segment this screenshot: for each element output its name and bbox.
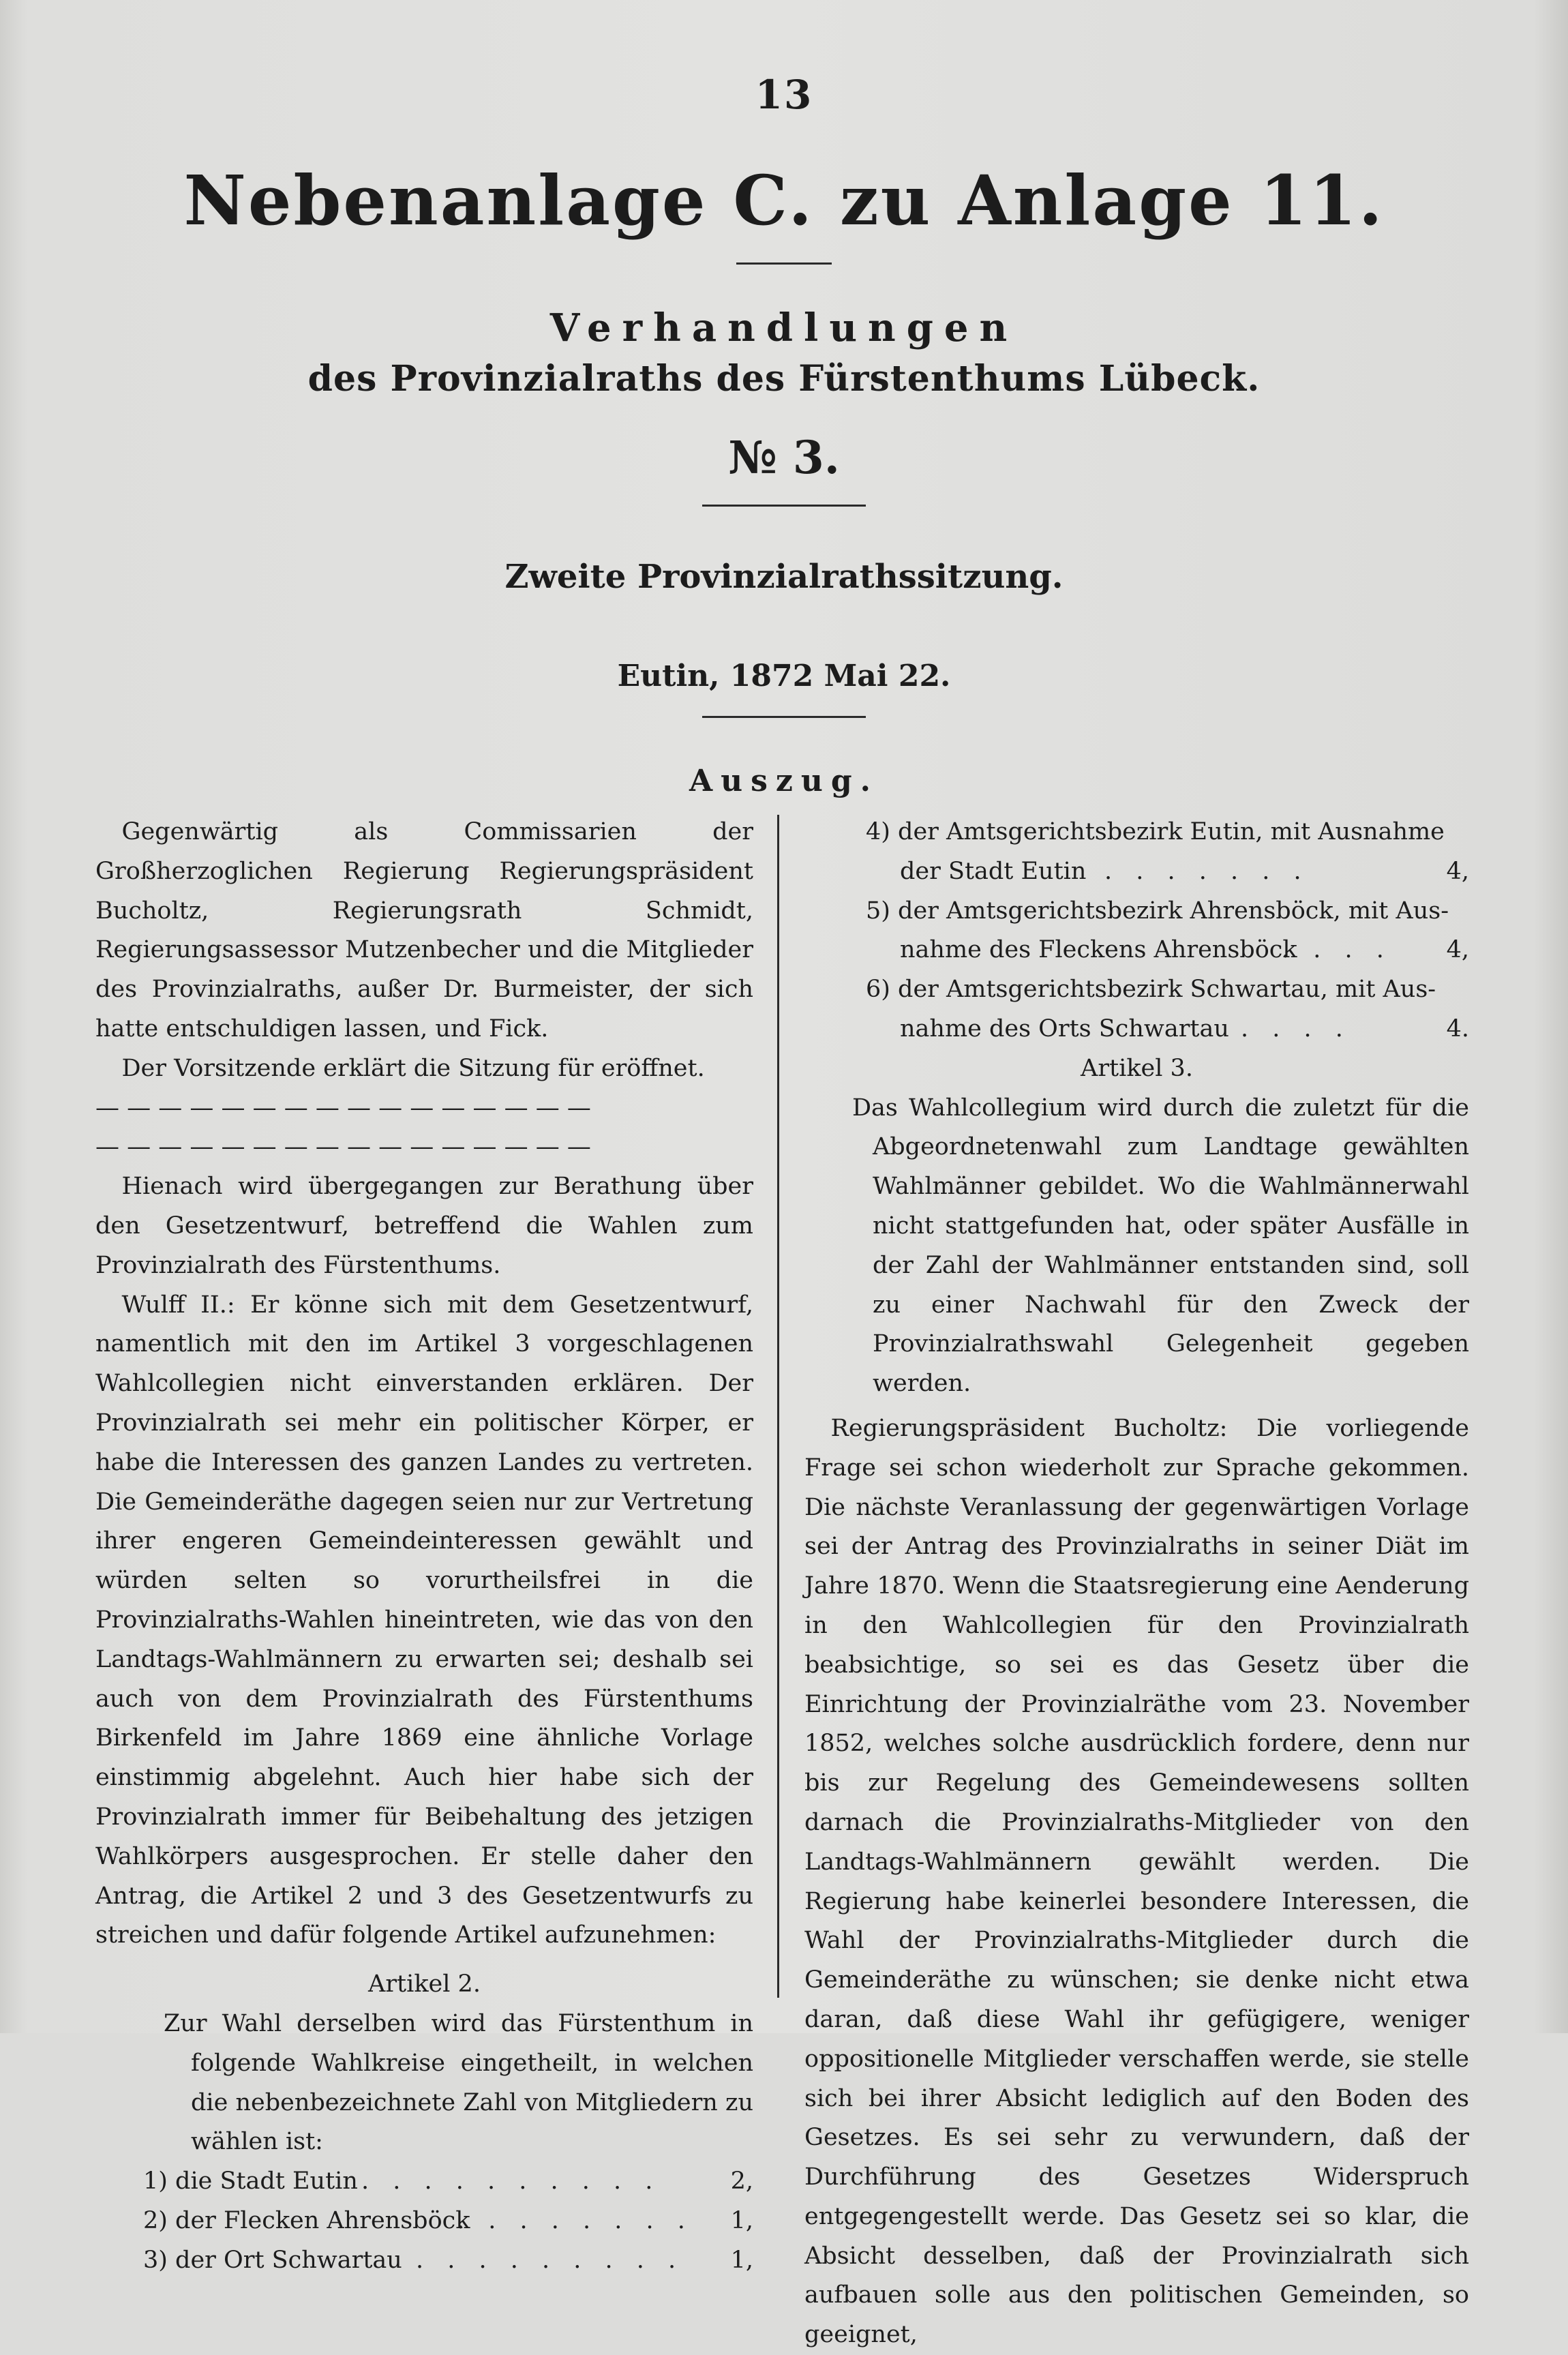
attendance-paragraph: Gegenwärtig als Commissarien der Großherzoglichen Regierung Regierungspräsident Bucholtz, Regierungsrath Schmidt, Regierungsassessor Mutzenbecher und die Mitglieder des Provinzialraths, außer Dr. Burmeister, der sich hatte entschuldigen lassen, und Fick. [95,818,753,1042]
wulff-statement: Wulff II.: Er könne sich mit dem Gesetzentwurf, namentlich mit den im Artikel 3 vorgeschlagenen Wahlcollegien nicht einverstanden erklären. Der Provinzialrath sei mehr ein politischer Körper, er habe die Interessen des ganzen Landes zu vertreten. Die Gemeinderäthe dagegen seien nur zur Vertretung ihrer engeren Gemeindeinteressen gewählt und würden selten so vorurtheilsfrei in die Provinzialraths-Wahlen hineintreten, wie das von den Landtags-Wahlmännern zu erwarten sei; deshalb sei auch von dem Provinzialrath des Fürstenthums Birkenfeld im Jahre 1869 eine ähnliche Vorlage einstimmig abgelehnt. Auch hier habe sich der Provinzialrath immer für Beibehaltung des jetzigen Wahlkörpers ausgesprochen. Er stelle daher den Antrag, die Artikel 2 und 3 des Gesetzentwurfs zu streichen und dafür folgende Artikel aufzunehmen: [95,1291,753,1949]
session-heading: Zweite Provinzialrathssitzung. [504,558,1064,596]
district-seats: 4, [1446,857,1469,885]
leader-dots: . . . . . . . [1104,857,1310,885]
district-seats: 4. [1446,1015,1469,1042]
district-entry [900,852,1469,892]
district-label: nahme des Fleckens Ahrensböck [900,936,1297,964]
district-label: 1) die Stadt Eutin [143,2168,358,2195]
article-3-text: Das Wahlcollegium wird durch die zuletzt für die Abgeordnetenwahl zum Landtage gewählten Wahlmänner gebildet. Wo die Wahlmännerwahl nicht stattgefunden hat, oder später Ausfälle in der Zahl der Wahlmänner entstanden sind, soll zu einer Nachwahl für den Zweck der Provinzialrathswahl Gelegenheit gegeben werden. [852,1094,1469,1398]
proceedings-heading: Verhandlungen [549,305,1019,350]
annex-title: Nebenanlage C. zu Anlage 11. [183,160,1385,241]
number-rule [702,505,866,507]
title-rule [736,262,832,265]
district-entry-line: 6) der Amtsgerichtsbezirk Schwartau, mit Aus- [866,976,1436,1004]
council-subtitle: des Provinzialraths des Fürstenthums Lübeck. [307,358,1261,400]
place-date: Eutin, 1872 Mai 22. [617,659,951,693]
article-2-title: Artikel 2. [368,1970,481,1998]
district-entry [143,2241,753,2281]
leader-dots: . . . . [1282,936,1392,964]
page-number: 13 [755,72,813,118]
article-2-text: Zur Wahl derselben wird das Fürstenthum in folgende Wahlkreise eingetheilt, in welchen die nebenbezeichnete Zahl von Mitgliedern zu wählen ist: [164,2009,753,2156]
district-label: der Stadt Eutin [900,857,1087,885]
leader-dots: . . . . [1241,1015,1351,1042]
omission-dashes: — — — — — — — — — — — — — — — — [95,1133,591,1161]
district-label: 3) der Ort Schwartau [143,2246,402,2274]
district-seats: 2, [730,2168,753,2195]
district-entry-line: 4) der Amtsgerichtsbezirk Eutin, mit Ausnahme [866,818,1445,845]
right-column [804,813,1469,2355]
district-label: nahme des Orts Schwartau [900,1015,1229,1042]
district-entry [143,2162,753,2202]
district-seats: 4, [1446,936,1469,964]
district-entry [143,2202,753,2241]
date-rule [702,716,866,718]
extract-heading: Auszug. [689,764,879,798]
article-3-title: Artikel 3. [1081,1054,1193,1082]
opening-paragraph: Der Vorsitzende erklärt die Sitzung für eröffnet. [121,1054,705,1082]
leader-dots: . . . . . . . . . [416,2246,684,2274]
leader-dots: . . . . . . . . . . [361,2168,661,2195]
deliberation-paragraph: Hienach wird übergegangen zur Berathung über den Gesetzentwurf, betreffend die Wahlen zum Provinzialrath des Fürstenthums. [95,1173,753,1279]
district-label: 2) der Flecken Ahrensböck [143,2206,470,2234]
leader-dots: . . . . . . . . [457,2206,693,2234]
bucholtz-statement: Regierungspräsident Bucholtz: Die vorliegende Frage sei schon wiederholt zur Sprache gekommen. Die nächste Veranlassung der gegenwärtigen Vorlage sei der Antrag des Provinzialraths in seiner Diät im Jahre 1870. Wenn die Staatsregierung eine Aenderung in den Wahlcollegien für den Provinzialrath beabsichtige, so sei es das Gesetz über die Einrichtung der Provinzialräthe vom 23. November 1852, welches solche ausdrücklich fordere, denn nur bis zur Regelung des Gemeindewesens sollten darnach die Provinzialraths-Mitglieder von den Landtags-Wahlmännern gewählt werden. Die Regierung habe keinerlei besondere Interessen, die Wahl der Provinzialraths-Mitglieder durch die Gemeinderäthe zu wünschen; sie denke nicht etwa daran, daß diese Wahl ihr gefügigere, weniger oppositionelle Mitglieder verschaffen werde, sie stelle sich bei ihrer Absicht lediglich auf den Boden des Gesetzes. Es sei sehr zu verwundern, daß der Durchführung des Gesetzes Widerspruch entgegengestellt werde. Das Gesetz sei so klar, die Absicht desselben, daß der Provinzialrath sich aufbauen solle aus den politischen Gemeinden, so geeignet, [804,1414,1469,2349]
left-column [95,813,753,2280]
district-seats: 1, [730,2206,753,2234]
district-seats: 1, [730,2246,753,2274]
district-entry [900,931,1469,970]
proceedings-number: № 3. [728,431,840,484]
district-entry-line: 5) der Amtsgerichtsbezirk Ahrensböck, mit Aus- [866,897,1449,925]
district-entry [900,1010,1469,1049]
column-divider [777,815,779,1998]
omission-dashes: — — — — — — — — — — — — — — — — [95,1094,591,1122]
